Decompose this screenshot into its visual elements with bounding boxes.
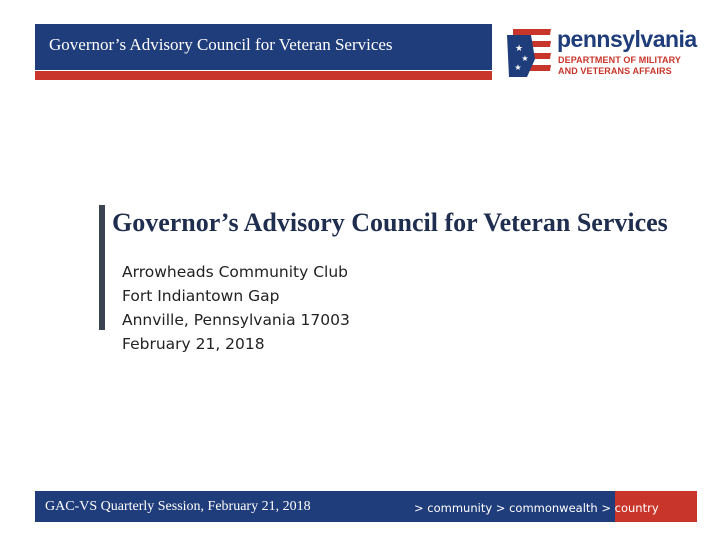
header-title: Governor’s Advisory Council for Veteran Services — [49, 35, 393, 54]
header-red-stripe — [35, 71, 492, 80]
svg-text:★: ★ — [521, 54, 529, 63]
logo-subtitle-line1: DEPARTMENT OF MILITARY — [558, 55, 682, 65]
event-details — [122, 260, 350, 356]
footer-session: GAC-VS Quarterly Session, February 21, 2018 — [45, 499, 311, 514]
event-date: February 21, 2018 — [122, 335, 265, 353]
venue: Arrowheads Community Club — [122, 263, 349, 281]
title-accent-bar — [99, 205, 105, 330]
footer-tagline: > community > commonwealth > country — [414, 501, 659, 515]
flag-icon — [505, 25, 553, 79]
svg-text:★: ★ — [514, 63, 522, 72]
logo-name: pennsylvania — [557, 26, 697, 52]
location: Fort Indiantown Gap — [122, 287, 280, 305]
slide-title: Governor’s Advisory Council for Veteran Services — [112, 208, 668, 237]
address: Annville, Pennsylvania 17003 — [122, 311, 350, 329]
pa-dmva-logo — [505, 25, 705, 81]
svg-text:★: ★ — [514, 43, 524, 53]
logo-subtitle-line2: AND VETERANS AFFAIRS — [558, 66, 672, 76]
